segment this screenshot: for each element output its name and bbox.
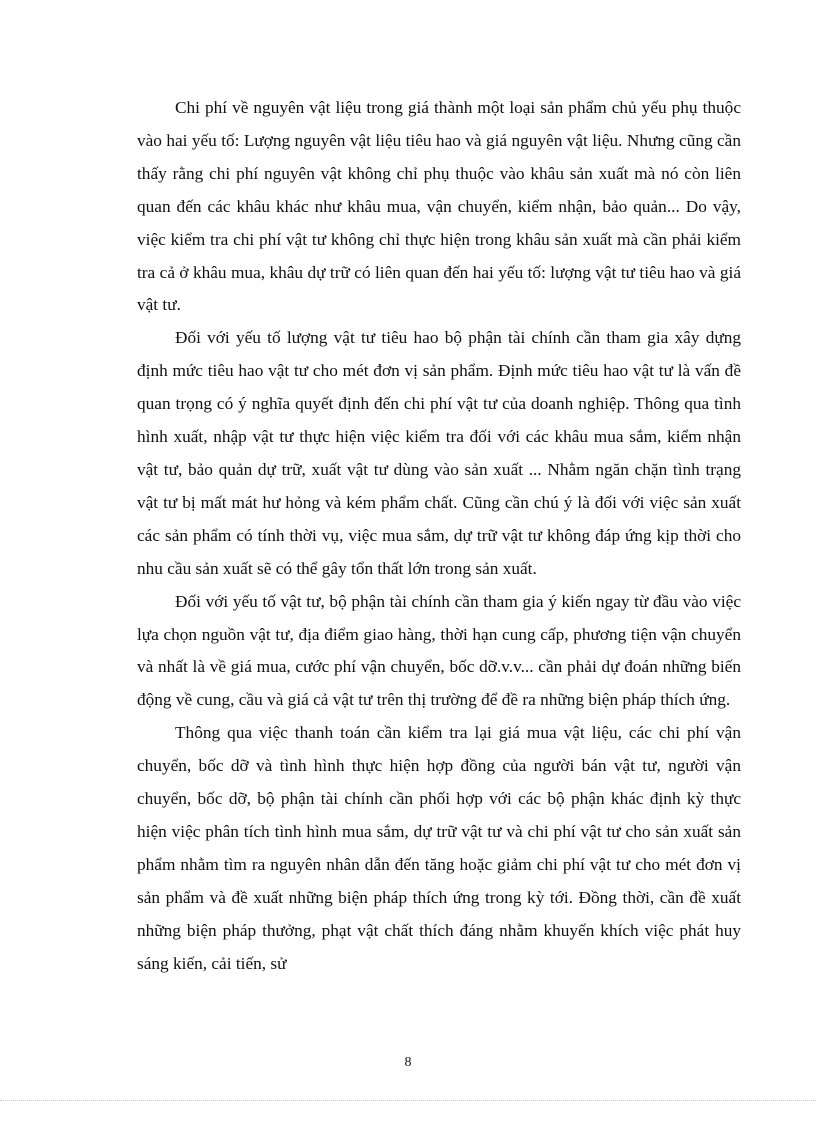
paragraph-2: Đối với yếu tố lượng vật tư tiêu hao bộ phận tài chính cần tham gia xây dựng định mức tiêu hao vật tư cho mét đơn vị sản phẩm. Định mức tiêu hao vật tư là vấn đề quan trọng có ý nghĩa quyết định đến chi phí vật tư của doanh nghiệp. Thông qua tình hình xuất, nhập vật tư thực hiện việc kiểm tra đối với các khâu mua sắm, kiểm nhận vật tư, bảo quản dự trữ, xuất vật tư dùng vào sản xuất ... Nhằm ngăn chặn tình trạng vật tư bị mất mát hư hỏng và kém phẩm chất. Cũng cần chú ý là đối với việc sản xuất các sản phẩm có tính thời vụ, việc mua sắm, dự trữ vật tư không đáp ứng kịp thời cho nhu cầu sản xuất sẽ có thể gây tổn thất lớn trong sản xuất. [137, 328, 741, 578]
page-number: 8 [404, 1055, 412, 1070]
paragraph-1: Chi phí về nguyên vật liệu trong giá thành một loại sản phẩm chủ yếu phụ thuộc vào hai yếu tố: Lượng nguyên vật liệu tiêu hao và giá nguyên vật liệu. Nhưng cũng cần thấy rằng chi phí nguyên vật không chỉ phụ thuộc vào khâu sản xuất mà nó còn liên quan đến các khâu khác như khâu mua, vận chuyển, kiểm nhận, bảo quản... Do vậy, việc kiểm tra chi phí vật tư không chỉ thực hiện trong khâu sản xuất mà cần phải kiểm tra cả ở khâu mua, khâu dự trữ có liên quan đến hai yếu tố: lượng vật tư tiêu hao và giá vật tư. [137, 98, 741, 315]
body-text [137, 92, 741, 980]
page-bottom-divider [0, 1100, 816, 1101]
paragraph-3: Đối với yếu tố vật tư, bộ phận tài chính cần tham gia ý kiến ngay từ đầu vào việc lựa chọn nguồn vật tư, địa điểm giao hàng, thời hạn cung cấp, phương tiện vận chuyển và nhất là về giá mua, cước phí vận chuyển, bốc dỡ.v.v... cần phải dự đoán những biến động về cung, cầu và giá cả vật tư trên thị trường để đề ra những biện pháp thích ứng. [137, 591, 741, 710]
paragraph-4: Thông qua việc thanh toán cần kiểm tra lại giá mua vật liệu, các chi phí vận chuyển, bốc dỡ và tình hình thực hiện hợp đồng của người bán vật tư, người vận chuyển, bốc dỡ, bộ phận tài chính cần phối hợp với các bộ phận khác định kỳ thực hiện việc phân tích tình hình mua sắm, dự trữ vật tư và chi phí vật tư cho sản xuất sản phẩm nhằm tìm ra nguyên nhân dẫn đến tăng hoặc giảm chi phí vật tư cho mét đơn vị sản phẩm và đề xuất những biện pháp thích ứng trong kỳ tới. Đồng thời, cần đề xuất những biện pháp thưởng, phạt vật chất thích đáng nhằm khuyến khích việc phát huy sáng kiến, cải tiến, sử [137, 723, 741, 973]
